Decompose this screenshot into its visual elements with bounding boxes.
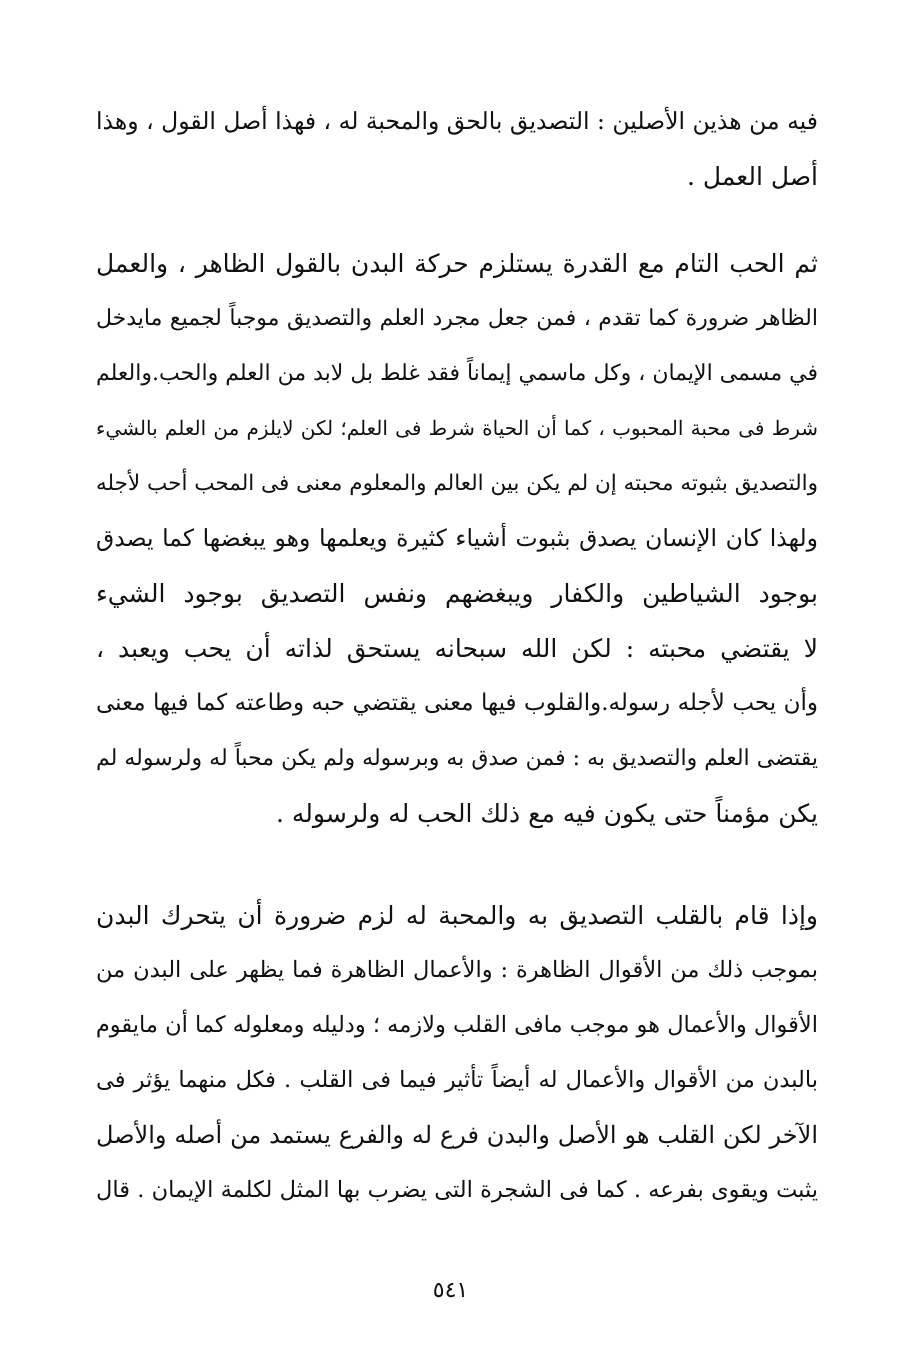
text-line: وإذا قام بالقلب التصديق به والمحبة له لزم ضرورة أن يتحرك البدن — [96, 901, 818, 930]
text-line: ولهذا كان الإنسان يصدق بثبوت أشياء كثيرة ويعلمها وهو يبغضها كما يصدق — [96, 524, 818, 552]
paragraph-3 — [96, 888, 818, 1218]
text-line: يكن مؤمناً حتى يكون فيه مع ذلك الحب له ولرسوله . — [276, 799, 818, 828]
text-line: وأن يحب لأجله رسوله.والقلوب فيها معنى يقتضي حبه وطاعته كما فيها معنى — [96, 690, 818, 716]
text-line: بوجود الشياطين والكفار ويبغضهم ونفس التصديق بوجود الشيء — [96, 579, 818, 608]
text-line: الأقوال والأعمال هو موجب مافى القلب ولازمه ؛ ودليله ومعلوله كما أن مايقوم — [96, 1012, 818, 1038]
text-line: الآخر لكن القلب هو الأصل والبدن فرع له والفرع يستمد من أصله والأصل — [96, 1121, 818, 1149]
text-line: والتصديق بثبوته محبته إن لم يكن بين العالم والمعلوم معنى فى المحب أحب لأجله — [96, 471, 818, 496]
paragraph-2 — [96, 236, 818, 841]
paragraph-1 — [96, 94, 818, 204]
text-line: يثبت ويقوى بفرعه . كما فى الشجرة التى يضرب بها المثل لكلمة الإيمان . قال — [96, 1177, 818, 1203]
text-line: أصل العمل . — [687, 162, 818, 191]
text-line: بالبدن من الأقوال والأعمال له أيضاً تأثير فيما فى القلب . فكل منهما يؤثر فى — [96, 1067, 818, 1093]
text-line: في مسمى الإيمان ، وكل ماسمي إيماناً فقد غلط بل لابد من العلم والحب.والعلم — [96, 361, 818, 386]
text-line: يقتضى العلم والتصديق به : فمن صدق به وبرسوله ولم يكن محباً له ولرسوله لم — [96, 746, 818, 771]
text-line: الظاهر ضرورة كما تقدم ، فمن جعل مجرد العلم والتصديق موجباً لجميع مايدخل — [96, 306, 818, 331]
text-line: فيه من هذين الأصلين : التصديق بالحق والمحبة له ، فهذا أصل القول ، وهذا — [96, 107, 818, 135]
text-line: شرط فى محبة المحبوب ، كما أن الحياة شرط فى العلم؛ لكن لايلزم من العلم بالشيء — [96, 416, 818, 440]
text-line: بموجب ذلك من الأقوال الظاهرة : والأعمال الظاهرة فما يظهر على البدن من — [96, 957, 818, 983]
text-line: لا يقتضي محبته : لكن الله سبحانه يستحق لذاته أن يحب ويعبد ، — [96, 634, 818, 663]
text-line: ثم الحب التام مع القدرة يستلزم حركة البدن بالقول الظاهر ، والعمل — [96, 249, 818, 278]
page-number: ٥٤١ — [432, 1278, 469, 1303]
